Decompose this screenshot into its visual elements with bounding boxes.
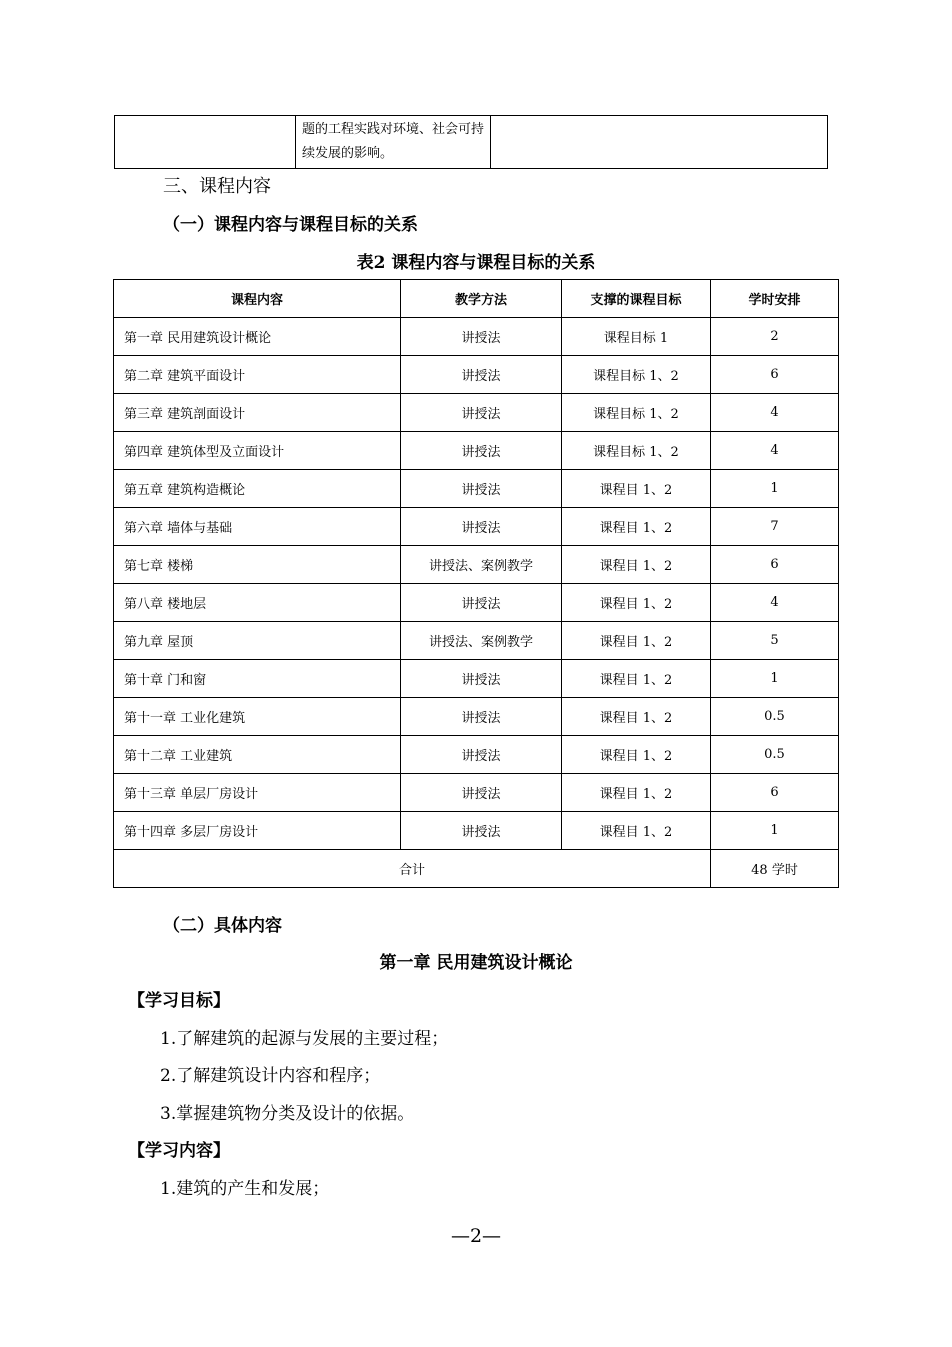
table-cell-chapter: 第十四章 多层厂房设计	[114, 812, 401, 850]
table-row	[114, 774, 839, 812]
table-cell: 5	[711, 622, 839, 660]
table-header-cell: 支撑的课程目标	[562, 280, 711, 318]
subsection-title-2: （二）具体内容	[163, 916, 282, 936]
table-cell: 课程目 1、2	[562, 774, 711, 812]
learning-goals-heading: 【学习目标】	[128, 991, 230, 1011]
table-cell-chapter: 第十一章 工业化建筑	[114, 698, 401, 736]
section-title: 三、课程内容	[163, 176, 271, 197]
chapter-title: 第一章 民用建筑设计概论	[379, 953, 573, 973]
table-caption: 表2 课程内容与课程目标的关系	[356, 253, 596, 273]
table-cell: 课程目 1、2	[562, 508, 711, 546]
learning-goal-item: 3.掌握建筑物分类及设计的依据。	[160, 1104, 415, 1124]
table-cell: 课程目 1、2	[562, 660, 711, 698]
table-cell: 课程目 1、2	[562, 584, 711, 622]
table-cell-chapter: 第三章 建筑剖面设计	[114, 394, 401, 432]
table-cell: 1	[711, 470, 839, 508]
table-row	[114, 622, 839, 660]
table-row	[114, 812, 839, 850]
table-cell-chapter: 第五章 建筑构造概论	[114, 470, 401, 508]
table-cell: 讲授法	[401, 774, 562, 812]
table-cell-chapter: 第二章 建筑平面设计	[114, 356, 401, 394]
table-row	[114, 508, 839, 546]
table-cell: 讲授法	[401, 812, 562, 850]
table-header-cell: 课程内容	[114, 280, 401, 318]
table-cell: 4	[711, 584, 839, 622]
table-cell: 讲授法	[401, 318, 562, 356]
table-total-value: 48 学时	[711, 850, 839, 888]
table-cell: 4	[711, 394, 839, 432]
table-cell: 7	[711, 508, 839, 546]
table-cell-chapter: 第八章 楼地层	[114, 584, 401, 622]
table-cell: 课程目 1、2	[562, 698, 711, 736]
continuation-cell-empty-left	[115, 116, 296, 169]
table-cell: 1	[711, 812, 839, 850]
table-row	[114, 660, 839, 698]
learning-goal-item: 2.了解建筑设计内容和程序；	[160, 1066, 381, 1086]
continuation-cell-empty-right	[491, 116, 828, 169]
table-header-cell: 教学方法	[401, 280, 562, 318]
table-cell: 4	[711, 432, 839, 470]
table-cell: 0.5	[711, 698, 839, 736]
learning-goal-item: 1.了解建筑的起源与发展的主要过程；	[160, 1029, 449, 1049]
table-row	[114, 356, 839, 394]
table-header-cell: 学时安排	[711, 280, 839, 318]
table-cell: 6	[711, 546, 839, 584]
table-cell: 讲授法	[401, 432, 562, 470]
page-number: —2—	[450, 1225, 502, 1247]
table-total-label: 合计	[114, 850, 711, 888]
table-cell-chapter: 第四章 建筑体型及立面设计	[114, 432, 401, 470]
table-cell: 2	[711, 318, 839, 356]
table-cell: 讲授法	[401, 736, 562, 774]
table-cell: 课程目标 1、2	[562, 394, 711, 432]
learning-content-item: 1.建筑的产生和发展；	[160, 1179, 330, 1199]
table-row	[114, 546, 839, 584]
table-header-row	[114, 280, 839, 318]
table-cell: 课程目 1、2	[562, 812, 711, 850]
table-cell-chapter: 第九章 屋顶	[114, 622, 401, 660]
table-cell: 讲授法	[401, 660, 562, 698]
table-cell: 讲授法	[401, 356, 562, 394]
table-cell: 课程目 1、2	[562, 470, 711, 508]
table-cell: 讲授法	[401, 394, 562, 432]
continuation-cell-text	[296, 116, 491, 169]
table-total-row	[114, 850, 839, 888]
table-cell: 讲授法	[401, 584, 562, 622]
table-cell: 讲授法	[401, 698, 562, 736]
table-cell: 课程目 1、2	[562, 736, 711, 774]
table-cell: 讲授法	[401, 508, 562, 546]
table-cell-chapter: 第十二章 工业建筑	[114, 736, 401, 774]
continuation-table	[114, 115, 828, 169]
table-row	[114, 432, 839, 470]
table-row	[114, 318, 839, 356]
table-cell: 6	[711, 356, 839, 394]
table-cell-chapter: 第十章 门和窗	[114, 660, 401, 698]
table-cell: 讲授法	[401, 470, 562, 508]
table-row	[114, 698, 839, 736]
table-cell-chapter: 第六章 墙体与基础	[114, 508, 401, 546]
table-row	[114, 736, 839, 774]
table-cell: 0.5	[711, 736, 839, 774]
table-cell: 6	[711, 774, 839, 812]
table-row	[114, 394, 839, 432]
learning-content-heading: 【学习内容】	[128, 1141, 230, 1161]
table-cell-chapter: 第七章 楼梯	[114, 546, 401, 584]
table-row	[114, 470, 839, 508]
table-cell: 课程目 1、2	[562, 622, 711, 660]
continuation-text: 题的工程实践对环境、社会可持续发展的影响。	[302, 122, 485, 161]
table-cell-chapter: 第十三章 单层厂房设计	[114, 774, 401, 812]
subsection-title-1: （一）课程内容与课程目标的关系	[163, 215, 418, 235]
table-cell: 课程目 1、2	[562, 546, 711, 584]
table-cell: 课程目标 1、2	[562, 432, 711, 470]
table-cell: 课程目标 1	[562, 318, 711, 356]
table-cell-chapter: 第一章 民用建筑设计概论	[114, 318, 401, 356]
table-cell: 讲授法、案例教学	[401, 622, 562, 660]
table-row	[114, 584, 839, 622]
table-cell: 课程目标 1、2	[562, 356, 711, 394]
table-cell: 讲授法、案例教学	[401, 546, 562, 584]
table-cell: 1	[711, 660, 839, 698]
course-content-table	[113, 279, 839, 888]
